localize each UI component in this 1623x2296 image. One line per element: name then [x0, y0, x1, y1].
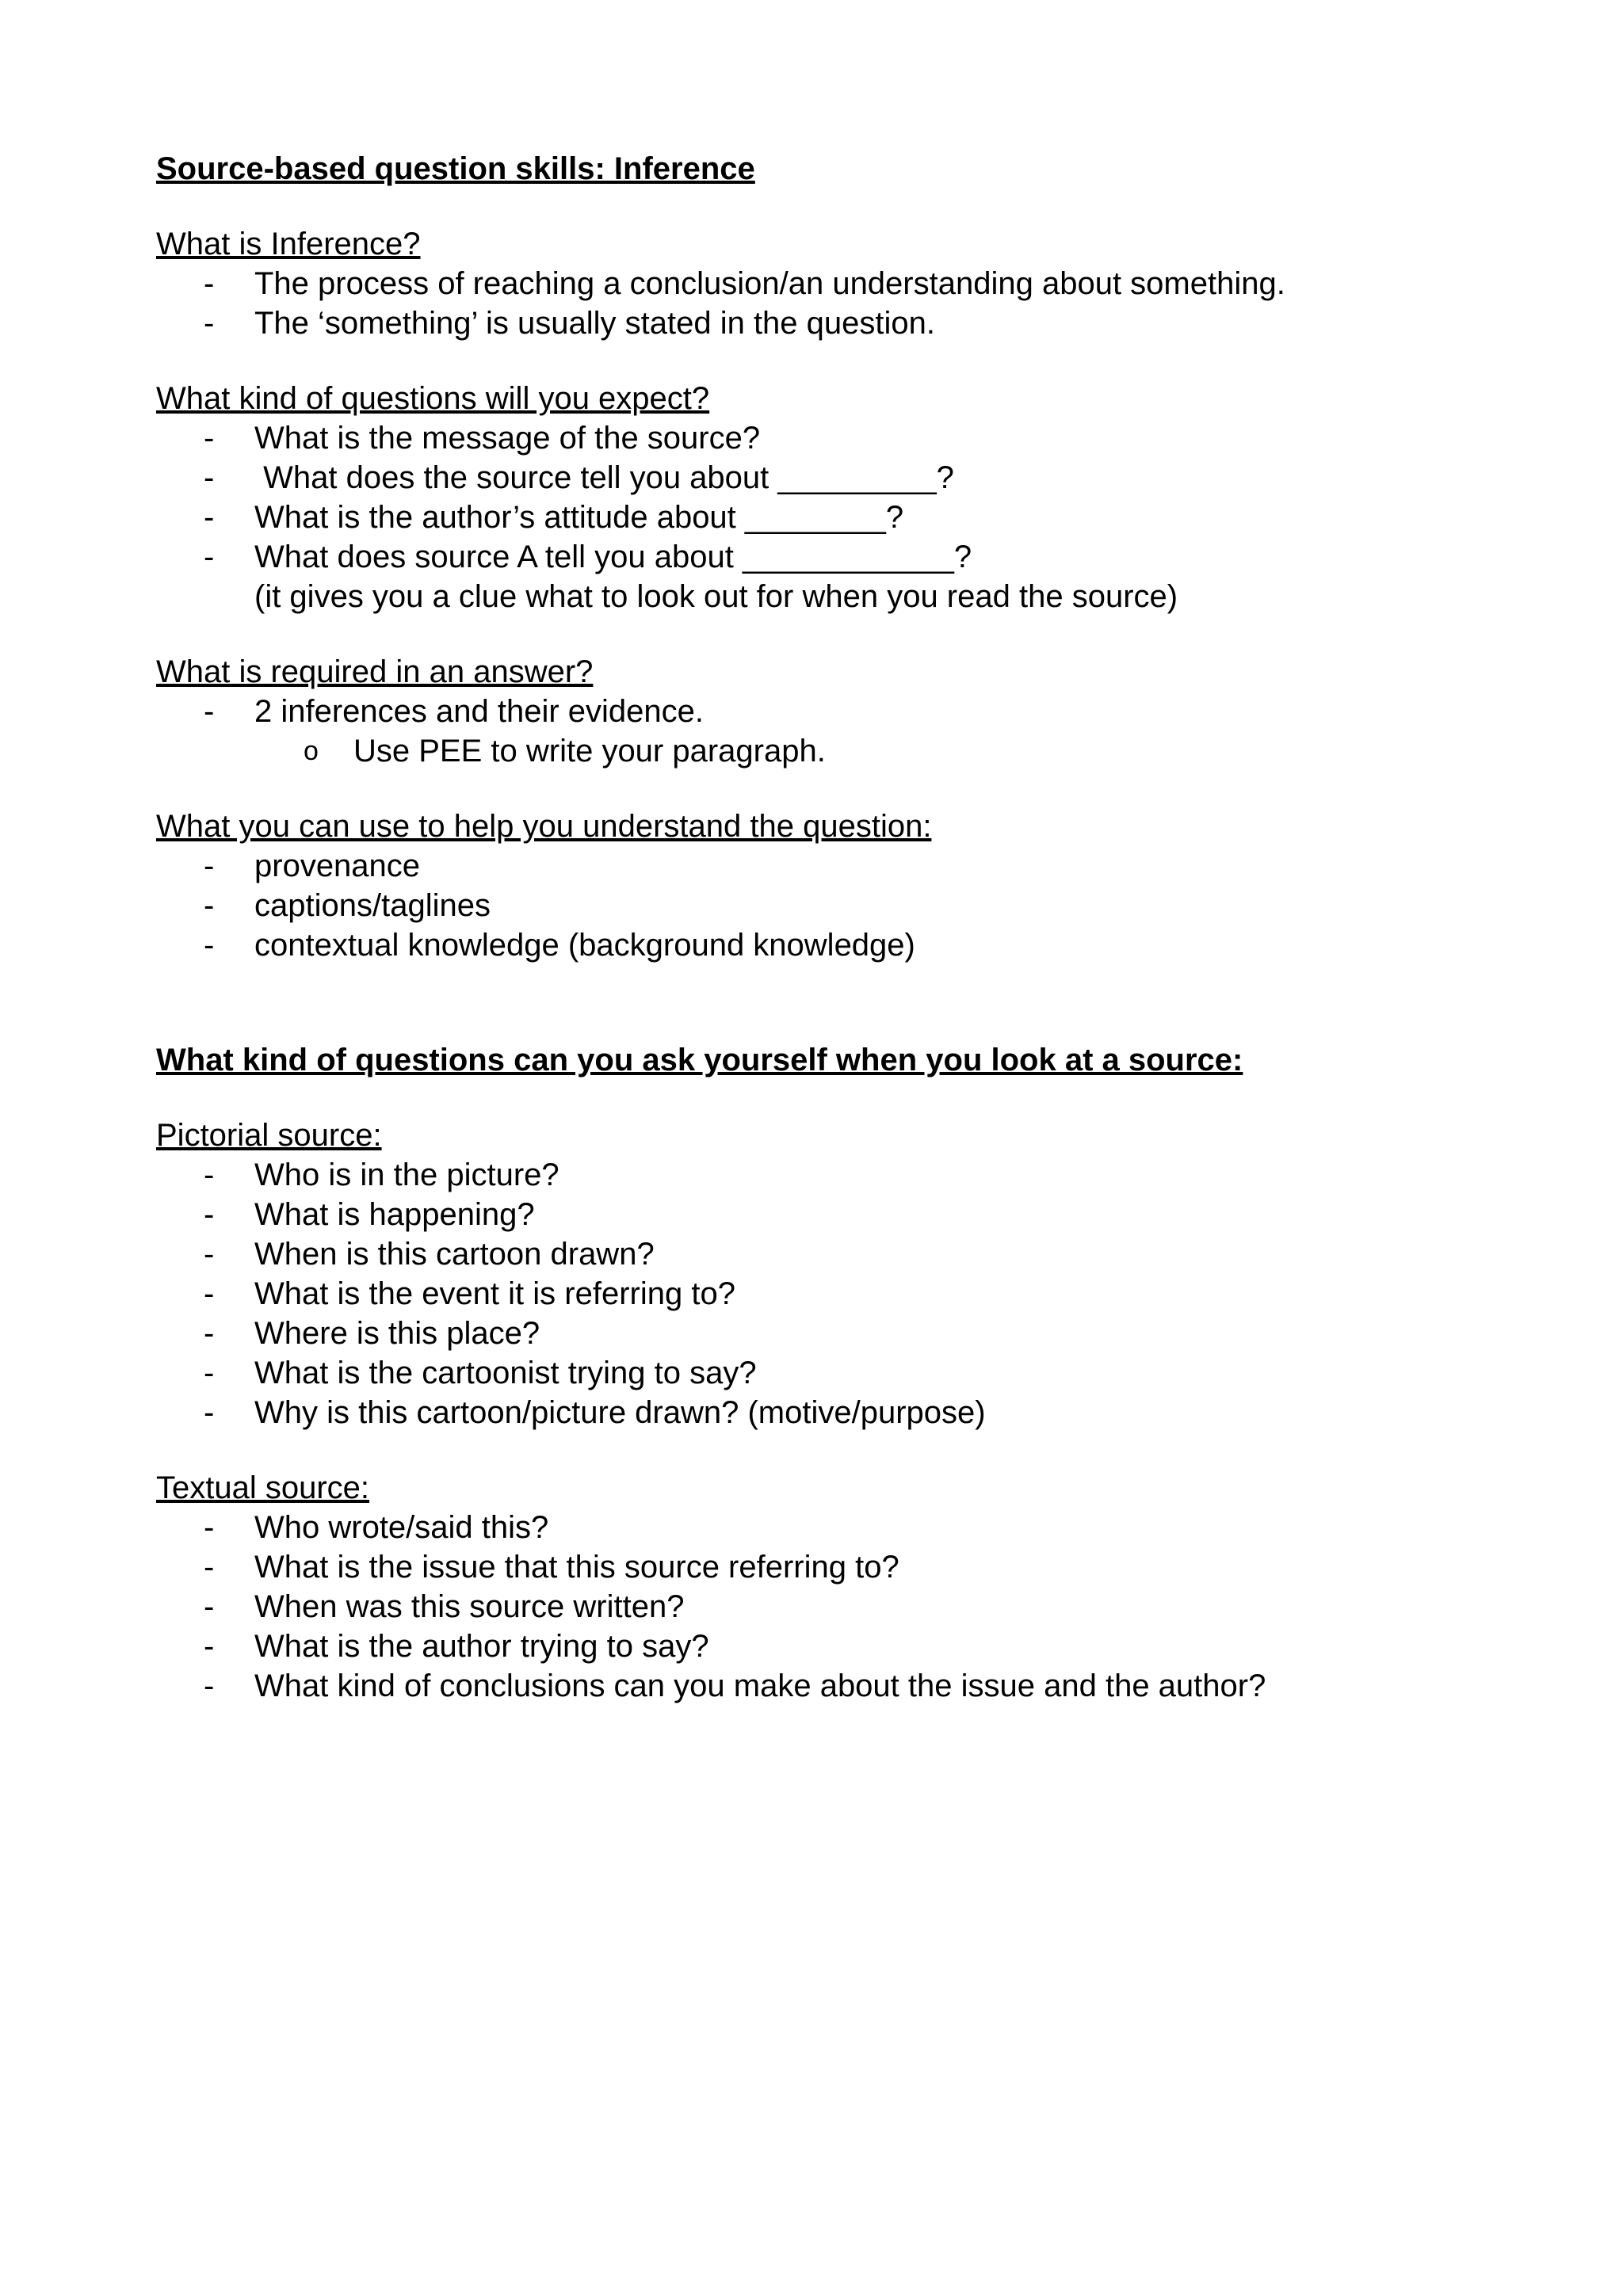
answer-requirements-list	[156, 692, 1503, 731]
list-item: - What does source A tell you about ____________?	[156, 537, 1503, 577]
list-item: - captions/taglines	[156, 886, 1503, 925]
list-item: - Where is this place?	[156, 1314, 1503, 1353]
document-title: Source-based question skills: Inference	[156, 151, 755, 186]
list-item: - What is the author’s attitude about ________?	[156, 498, 1503, 537]
dash-bullet: -	[204, 888, 215, 923]
section-heading-helpful-tools: What you can use to help you understand the question:	[156, 809, 932, 844]
dash-bullet: -	[204, 1197, 215, 1232]
dash-bullet: -	[204, 1158, 215, 1192]
pictorial-questions-list	[156, 1155, 1503, 1432]
section-heading-textual-source: Textual source:	[156, 1470, 370, 1505]
list-item: - Why is this cartoon/picture drawn? (motive/purpose)	[156, 1393, 1503, 1432]
document-page	[156, 149, 1503, 1706]
dash-bullet: -	[204, 1276, 215, 1311]
section-heading-pictorial-source: Pictorial source:	[156, 1118, 382, 1153]
dash-bullet: -	[204, 694, 215, 729]
circle-bullet: o	[304, 736, 319, 766]
clue-note: (it gives you a clue what to look out for when you read the source)	[254, 579, 1178, 614]
list-item: - 2 inferences and their evidence.	[156, 692, 1503, 731]
dash-bullet: -	[204, 1550, 215, 1585]
expected-questions-list	[156, 418, 1503, 577]
list-item: - What is happening?	[156, 1195, 1503, 1234]
section-heading-answer-requirements: What is required in an answer?	[156, 654, 594, 689]
dash-bullet: -	[204, 540, 215, 574]
list-item: - What is the event it is referring to?	[156, 1274, 1503, 1314]
dash-bullet: -	[204, 928, 215, 963]
textual-questions-list	[156, 1508, 1503, 1706]
dash-bullet: -	[204, 500, 215, 535]
list-item: - contextual knowledge (background knowledge)	[156, 925, 1503, 965]
sub-list-item: o Use PEE to write your paragraph.	[156, 731, 1503, 771]
list-item: - What is the message of the source?	[156, 418, 1503, 458]
list-item: - What kind of conclusions can you make about the issue and the author?	[156, 1666, 1503, 1706]
inference-definition-list	[156, 264, 1503, 343]
dash-bullet: -	[204, 1237, 215, 1272]
dash-bullet: -	[204, 1356, 215, 1390]
dash-bullet: -	[204, 1510, 215, 1545]
list-item: - The ‘something’ is usually stated in the question.	[156, 303, 1503, 343]
dash-bullet: -	[204, 460, 215, 495]
helpful-tools-list	[156, 846, 1503, 965]
section-heading-what-is-inference: What is Inference?	[156, 227, 421, 261]
dash-bullet: -	[204, 1316, 215, 1351]
dash-bullet: -	[204, 421, 215, 456]
dash-bullet: -	[204, 306, 215, 341]
list-item: - The process of reaching a conclusion/an understanding about something.	[156, 264, 1503, 303]
section-heading-expected-questions: What kind of questions will you expect?	[156, 381, 710, 416]
answer-sub-list	[156, 731, 1503, 771]
list-item: - What is the author trying to say?	[156, 1627, 1503, 1666]
list-item: - What does the source tell you about _________?	[156, 458, 1503, 498]
dash-bullet: -	[204, 1629, 215, 1664]
list-item: - What is the issue that this source referring to?	[156, 1547, 1503, 1587]
dash-bullet: -	[204, 1589, 215, 1624]
dash-bullet: -	[204, 849, 215, 883]
list-item: - What is the cartoonist trying to say?	[156, 1353, 1503, 1393]
list-item: - provenance	[156, 846, 1503, 886]
section-heading-self-questions: What kind of questions can you ask yourself when you look at a source:	[156, 1043, 1243, 1077]
list-item: - Who wrote/said this?	[156, 1508, 1503, 1547]
list-item: - Who is in the picture?	[156, 1155, 1503, 1195]
list-item: - When was this source written?	[156, 1587, 1503, 1627]
dash-bullet: -	[204, 1395, 215, 1430]
dash-bullet: -	[204, 1669, 215, 1703]
dash-bullet: -	[204, 266, 215, 301]
list-item: - When is this cartoon drawn?	[156, 1234, 1503, 1274]
